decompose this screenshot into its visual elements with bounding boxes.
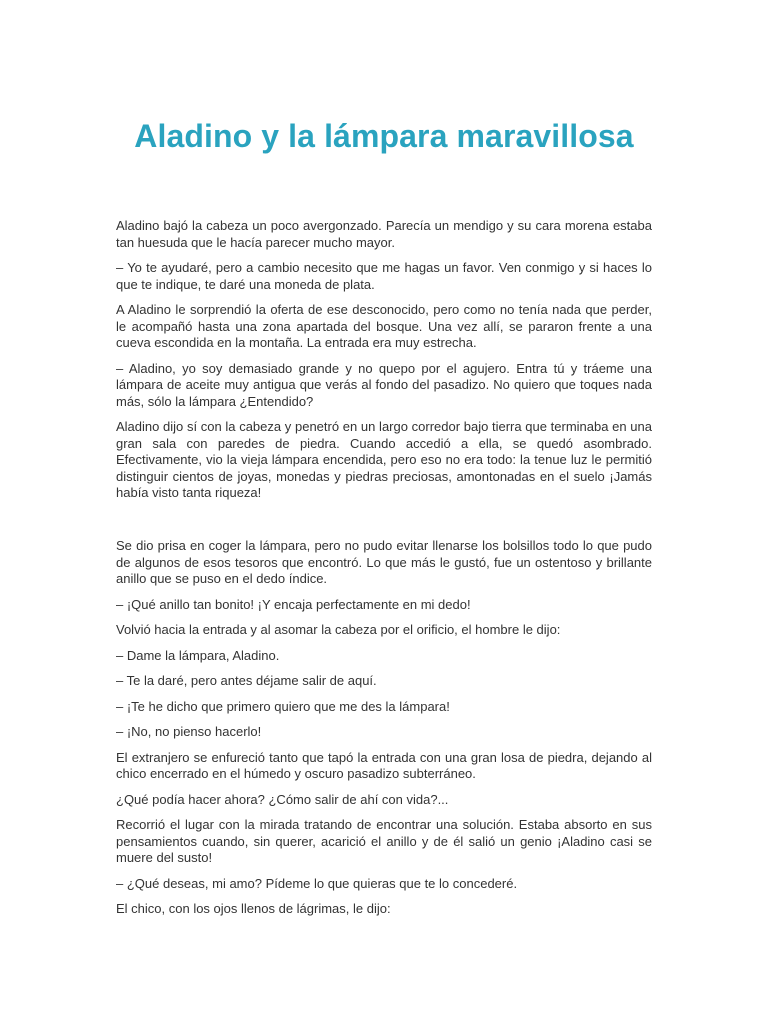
dialogue-line: – Te la daré, pero antes déjame salir de aquí. bbox=[116, 673, 377, 688]
dialogue-line: – ¡No, no pienso hacerlo! bbox=[116, 724, 262, 739]
paragraph: El chico, con los ojos llenos de lágrimas, le dijo: bbox=[116, 901, 391, 916]
paragraph: ¿Qué podía hacer ahora? ¿Cómo salir de ahí con vida?... bbox=[116, 791, 449, 807]
paragraph: Aladino bajó la cabeza un poco avergonzado. Parecía un mendigo y su cara morena estaba tan huesuda que le hacía parecer mucho mayor. bbox=[116, 218, 652, 250]
paragraph: – Aladino, yo soy demasiado grande y no quepo por el agujero. Entra tú y tráeme una lámpara de aceite muy antigua que verás al fondo del pasadizo. No quiero que toques nada más, sólo la lámpara ¿Entendido? bbox=[116, 360, 652, 409]
paragraph: El extranjero se enfureció tanto que tapó la entrada con una gran losa de piedra, dejando al chico encerrado en el húmedo y oscuro pasadizo subterráneo. bbox=[116, 749, 652, 781]
paragraph: A Aladino le sorprendió la oferta de ese desconocido, pero como no tenía nada que perder, le acompañó hasta una zona apartada del bosque. Una vez allí, se pararon frente a una cueva escondida en la montaña. La entrada era muy estrecha. bbox=[116, 302, 652, 350]
paragraph: Aladino dijo sí con la cabeza y penetró en un largo corredor bajo tierra que terminaba en una gran sala con paredes de piedra. Cuando accedió a ella, se quedó asombrado. Efectivamente, vio la vieja lámpara encendida, pero eso no era todo: la tenue luz le permitió distinguir cientos de joyas, monedas y piedras preciosas, amontonadas en el suelo ¡Jamás había visto tanta riqueza! bbox=[116, 419, 652, 500]
dialogue-line: – ¡Te he dicho que primero quiero que me des la lámpara! bbox=[116, 698, 450, 714]
dialogue-line: – Dame la lámpara, Aladino. bbox=[116, 647, 280, 663]
paragraph: Recorrió el lugar con la mirada tratando de encontrar una solución. Estaba absorto en sus pensamientos cuando, sin querer, acarició el anillo y de él salió un genio ¡Aladino casi se muere del susto! bbox=[116, 817, 652, 865]
dialogue-line: – ¡Qué anillo tan bonito! ¡Y encaja perfectamente en mi dedo! bbox=[116, 596, 471, 612]
paragraph: Se dio prisa en coger la lámpara, pero no pudo evitar llenarse los bolsillos todo lo que pudo de algunos de esos tesoros que encontró. Lo que más le gustó, fue un ostentoso y brillante anillo que se puso en el dedo índice. bbox=[116, 538, 652, 586]
document-title: Aladino y la lámpara maravillosa bbox=[134, 118, 634, 154]
dialogue-line: – ¿Qué deseas, mi amo? Pídeme lo que quieras que te lo concederé. bbox=[116, 875, 518, 891]
paragraph: Volvió hacia la entrada y al asomar la cabeza por el orificio, el hombre le dijo: bbox=[116, 622, 561, 637]
story-section-1 bbox=[116, 218, 652, 511]
paragraph: – Yo te ayudaré, pero a cambio necesito que me hagas un favor. Ven conmigo y si haces lo que te indique, te daré una moneda de plata. bbox=[116, 260, 652, 292]
story-section-2 bbox=[116, 538, 652, 927]
